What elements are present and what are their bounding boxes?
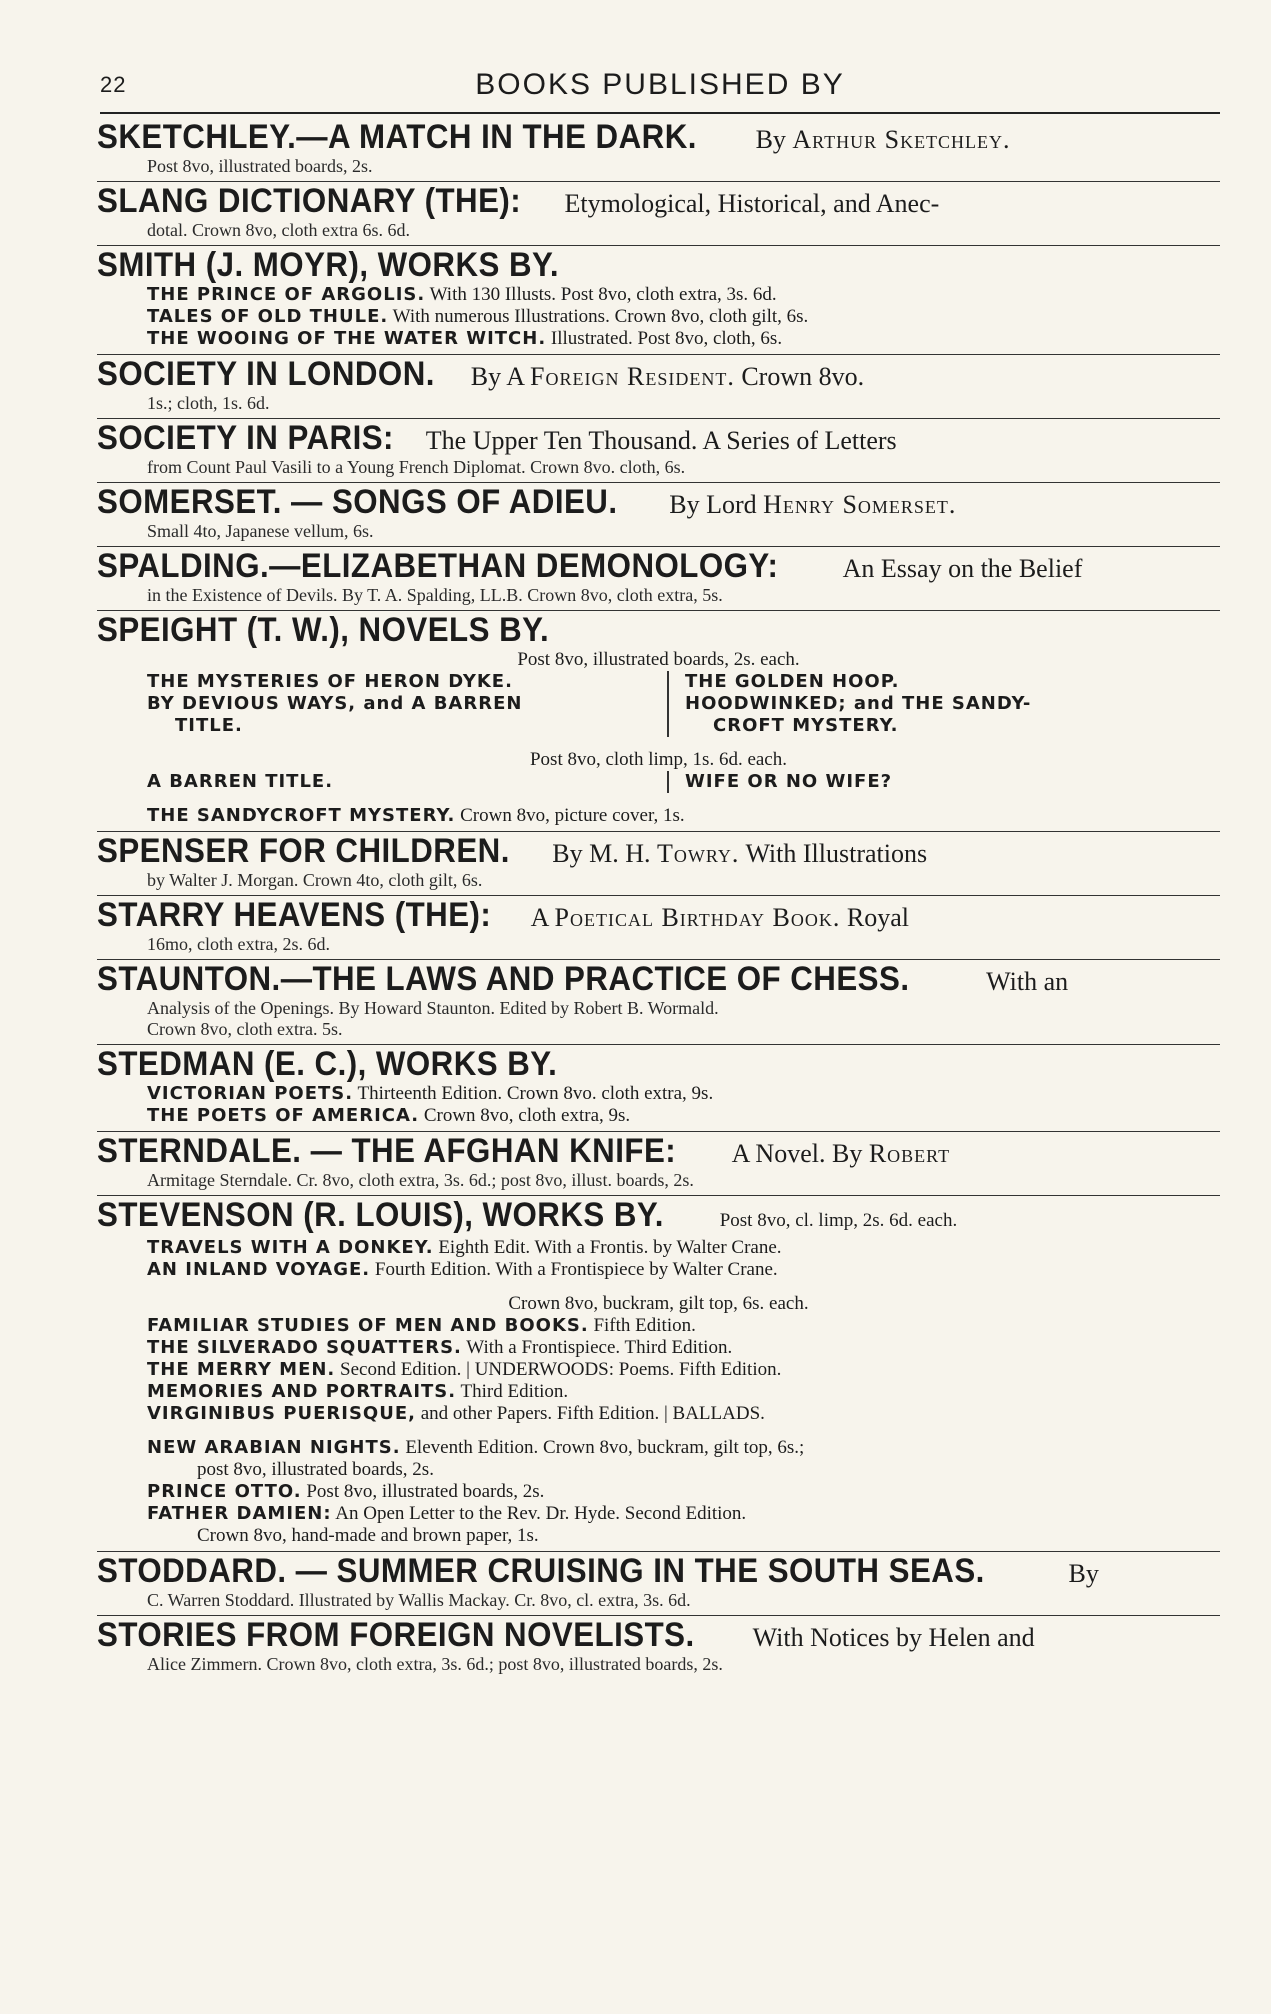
entry-details: from Count Paul Vasili to a Young French Diplomat. Crown 8vo. cloth, 6s. xyxy=(147,457,686,477)
work-details: Second Edition. | UNDERWOODS: Poems. Fifth Edition. xyxy=(340,1359,782,1380)
entry-details: in the Existence of Devils. By T. A. Spalding, LL.B. Crown 8vo, cloth extra, 5s. xyxy=(147,585,723,605)
running-title: BOOKS PUBLISHED BY xyxy=(475,68,845,101)
entry-text: Royal xyxy=(846,903,910,932)
entry-heading: SPALDING.—ELIZABETHAN DEMONOLOGY: xyxy=(97,547,779,585)
entry-heading: STODDARD. — SUMMER CRUISING IN THE SOUTH SEAS. xyxy=(97,1552,985,1590)
work-details: Fifth Edition. xyxy=(593,1315,696,1336)
entry-details: Post 8vo, illustrated boards, 2s. xyxy=(147,156,373,176)
author-name: Arthur Sketchley. xyxy=(792,125,1011,154)
work-item xyxy=(147,284,1220,306)
entry-somerset xyxy=(97,483,1220,547)
entry-smith xyxy=(97,246,1220,355)
work-details: Crown 8vo, cloth extra, 9s. xyxy=(423,1105,631,1126)
work-title: THE SANDYCROFT MYSTERY. xyxy=(147,805,456,826)
entry-staunton xyxy=(97,960,1220,1045)
format-note: Crown 8vo, buckram, gilt top, 6s. each. xyxy=(508,1293,809,1314)
work-title: PRINCE OTTO. xyxy=(147,1481,302,1502)
work-item xyxy=(147,1259,1220,1281)
entry-text: A Novel. By xyxy=(731,1139,863,1168)
work-details: With a Frontispiece. Third Edition. xyxy=(466,1337,733,1358)
entry-text: By M. H. xyxy=(552,839,651,868)
catalogue-listing xyxy=(97,118,1220,1679)
work-item xyxy=(147,1503,1220,1525)
work-title: THE POETS OF AMERICA. xyxy=(147,1105,420,1126)
entry-details: 16mo, cloth extra, 2s. 6d. xyxy=(147,934,330,954)
author-name: Robert xyxy=(868,1139,951,1168)
work-item xyxy=(147,1403,1220,1425)
work-title: MEMORIES AND PORTRAITS. xyxy=(147,1381,457,1402)
work-title: FATHER DAMIEN: xyxy=(147,1503,332,1524)
entry-details: C. Warren Stoddard. Illustrated by Wallis Mackay. Cr. 8vo, cl. extra, 3s. 6d. xyxy=(147,1590,691,1610)
work-title: THE MYSTERIES OF HERON DYKE. xyxy=(147,671,513,692)
author-name: Foreign Resident. xyxy=(530,362,735,391)
entry-heading: SOCIETY IN LONDON. xyxy=(97,355,435,393)
work-title: THE GOLDEN HOOP. xyxy=(685,671,900,692)
work-title: TRAVELS WITH A DONKEY. xyxy=(147,1237,434,1258)
entry-heading: STEDMAN (E. C.), WORKS BY. xyxy=(97,1045,558,1083)
entry-details: 1s.; cloth, 1s. 6d. xyxy=(147,393,270,413)
two-column-list xyxy=(97,771,1220,793)
work-details: Eleventh Edition. Crown 8vo, buckram, gilt top, 6s.; xyxy=(405,1437,805,1458)
work-title: AN INLAND VOYAGE. xyxy=(147,1259,371,1280)
author-name: Towry. xyxy=(657,839,740,868)
entry-heading: SLANG DICTIONARY (THE): xyxy=(97,182,522,220)
work-item xyxy=(147,1083,1220,1105)
entry-details: Armitage Sterndale. Cr. 8vo, cloth extra, 3s. 6d.; post 8vo, illust. boards, 2s. xyxy=(147,1170,694,1190)
work-title: THE PRINCE OF ARGOLIS. xyxy=(147,284,426,305)
entry-text: With Illustrations xyxy=(745,839,928,868)
entry-heading: SKETCHLEY.—A MATCH IN THE DARK. xyxy=(97,118,697,156)
entry-text: Etymological, Historical, and Anec- xyxy=(564,189,940,218)
work-item xyxy=(147,1337,1220,1359)
work-title: FAMILIAR STUDIES OF MEN AND BOOKS. xyxy=(147,1315,589,1336)
entry-text: The Upper Ten Thousand. A Series of Letters xyxy=(425,426,897,455)
page-number: 22 xyxy=(100,72,127,97)
work-item xyxy=(147,1381,1220,1403)
author-name: Henry Somerset. xyxy=(763,490,957,519)
work-item xyxy=(147,1105,1220,1127)
work-details: Thirteenth Edition. Crown 8vo. cloth extra, 9s. xyxy=(357,1083,714,1104)
entry-text: An Essay on the Belief xyxy=(842,554,1083,583)
work-title: TITLE. xyxy=(175,715,243,736)
work-title: A BARREN TITLE. xyxy=(147,771,334,792)
entry-stories xyxy=(97,1616,1220,1679)
entry-details: Small 4to, Japanese vellum, 6s. xyxy=(147,521,374,541)
entry-society-paris xyxy=(97,419,1220,483)
work-title: BY DEVIOUS WAYS, and A BARREN xyxy=(147,693,523,714)
entry-sterndale xyxy=(97,1132,1220,1196)
work-item xyxy=(147,1481,1220,1503)
work-title: TALES OF OLD THULE. xyxy=(147,306,389,327)
work-item xyxy=(147,328,1220,350)
entry-text: Post 8vo, cl. limp, 2s. 6d. each. xyxy=(719,1210,958,1231)
entry-text: Crown 8vo. xyxy=(741,362,865,391)
work-title: HOODWINKED; and THE SANDY- xyxy=(685,693,1032,714)
entry-society-london xyxy=(97,355,1220,419)
entry-details: Analysis of the Openings. By Howard Staunton. Edited by Robert B. Wormald. xyxy=(147,998,719,1018)
entry-heading: STORIES FROM FOREIGN NOVELISTS. xyxy=(97,1616,695,1654)
entry-heading: SMITH (J. MOYR), WORKS BY. xyxy=(97,246,560,284)
entry-text: By xyxy=(755,125,786,154)
entry-stevenson xyxy=(97,1196,1220,1552)
entry-text: A xyxy=(530,903,549,932)
work-title: WIFE OR NO WIFE? xyxy=(685,771,893,792)
entry-heading: SOCIETY IN PARIS: xyxy=(97,419,394,457)
work-title: NEW ARABIAN NIGHTS. xyxy=(147,1437,401,1458)
entry-details: Alice Zimmern. Crown 8vo, cloth extra, 3s. 6d.; post 8vo, illustrated boards, 2s. xyxy=(147,1654,723,1674)
work-item xyxy=(97,805,1220,827)
work-details: and other Papers. Fifth Edition. | BALLADS. xyxy=(420,1403,765,1424)
entry-details: dotal. Crown 8vo, cloth extra 6s. 6d. xyxy=(147,220,410,240)
work-item xyxy=(147,1315,1220,1337)
page-header xyxy=(100,66,1220,114)
work-title: VIRGINIBUS PUERISQUE, xyxy=(147,1403,416,1424)
entry-sketchley xyxy=(97,118,1220,182)
format-note: Post 8vo, cloth limp, 1s. 6d. each. xyxy=(529,749,787,770)
entry-text: By xyxy=(1068,1559,1099,1588)
work-title: THE SILVERADO SQUATTERS. xyxy=(147,1337,462,1358)
work-details: Post 8vo, illustrated boards, 2s. xyxy=(306,1481,545,1502)
entry-details: Crown 8vo, cloth extra. 5s. xyxy=(147,1019,343,1039)
entry-text: By A xyxy=(470,362,524,391)
work-details: An Open Letter to the Rev. Dr. Hyde. Second Edition. xyxy=(335,1503,747,1524)
entry-speight xyxy=(97,611,1220,832)
work-title: VICTORIAN POETS. xyxy=(147,1083,354,1104)
work-details: Third Edition. xyxy=(460,1381,569,1402)
entry-spenser xyxy=(97,832,1220,896)
format-note: Post 8vo, illustrated boards, 2s. each. xyxy=(517,649,800,670)
two-column-list xyxy=(97,671,1220,737)
book-title: Poetical Birthday Book. xyxy=(554,903,841,932)
entry-starry-heavens xyxy=(97,896,1220,960)
work-details: With 130 Illusts. Post 8vo, cloth extra, 3s. 6d. xyxy=(429,284,777,305)
work-title: CROFT MYSTERY. xyxy=(713,715,899,736)
work-item xyxy=(147,306,1220,328)
entry-stoddard xyxy=(97,1552,1220,1616)
entry-heading: STERNDALE. — THE AFGHAN KNIFE: xyxy=(97,1132,677,1170)
work-title: THE MERRY MEN. xyxy=(147,1359,336,1380)
entry-details: by Walter J. Morgan. Crown 4to, cloth gilt, 6s. xyxy=(147,870,483,890)
work-details: With numerous Illustrations. Crown 8vo, cloth gilt, 6s. xyxy=(392,306,809,327)
entry-text: By Lord xyxy=(669,490,757,519)
work-details: Crown 8vo, picture cover, 1s. xyxy=(460,805,685,826)
entry-slang-dictionary xyxy=(97,182,1220,246)
entry-heading: STARRY HEAVENS (THE): xyxy=(97,896,492,934)
work-details: post 8vo, illustrated boards, 2s. xyxy=(197,1459,434,1480)
entry-stedman xyxy=(97,1045,1220,1132)
work-item xyxy=(147,1359,1220,1381)
entry-spalding xyxy=(97,547,1220,611)
work-details: Crown 8vo, hand-made and brown paper, 1s. xyxy=(197,1525,539,1546)
entry-heading: SPENSER FOR CHILDREN. xyxy=(97,832,510,870)
entry-text: With Notices by Helen and xyxy=(752,1623,1035,1652)
entry-heading: SPEIGHT (T. W.), NOVELS BY. xyxy=(97,611,550,649)
work-item xyxy=(147,1237,1220,1259)
entry-heading: SOMERSET. — SONGS OF ADIEU. xyxy=(97,483,618,521)
work-details: Illustrated. Post 8vo, cloth, 6s. xyxy=(550,328,783,349)
entry-heading: STEVENSON (R. LOUIS), WORKS BY. xyxy=(97,1196,664,1234)
work-item xyxy=(147,1437,1220,1459)
work-details: Eighth Edit. With a Frontis. by Walter Crane. xyxy=(438,1237,782,1258)
work-details: Fourth Edition. With a Frontispiece by Walter Crane. xyxy=(374,1259,778,1280)
entry-heading: STAUNTON.—THE LAWS AND PRACTICE OF CHESS. xyxy=(97,960,910,998)
entry-text: With an xyxy=(986,967,1069,996)
work-title: THE WOOING OF THE WATER WITCH. xyxy=(147,328,547,349)
